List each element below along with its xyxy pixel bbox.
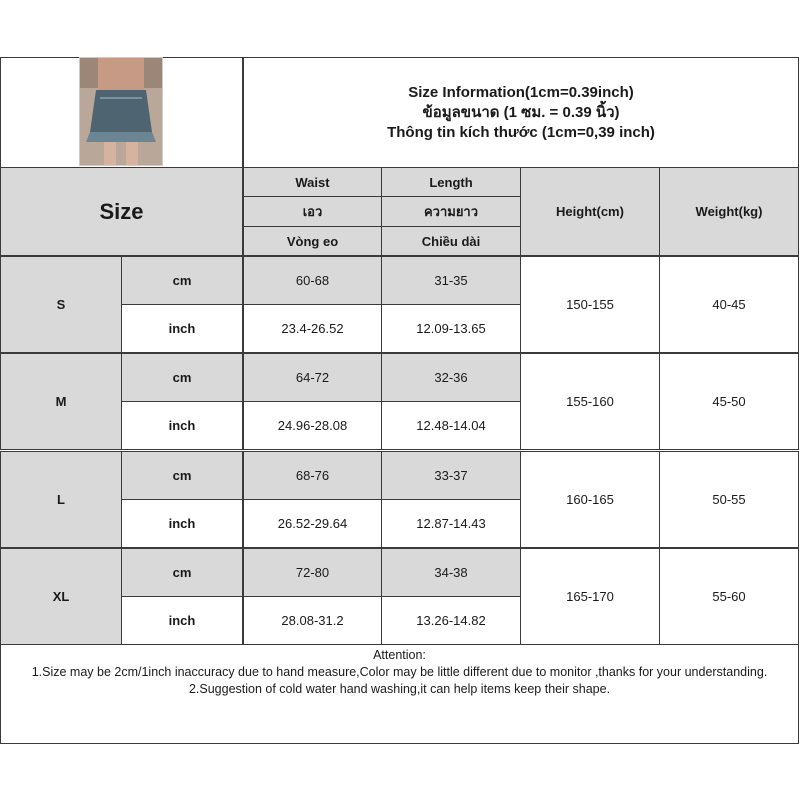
- weight-header: Weight(kg): [659, 167, 799, 256]
- skirt-photo: [79, 57, 163, 166]
- size-label: L: [0, 451, 122, 548]
- waist-inch-value: 23.4-26.52: [243, 304, 382, 353]
- length-inch-value: 12.87-14.43: [381, 499, 521, 548]
- height-value: 150-155: [520, 256, 660, 353]
- header-line-english: Size Information(1cm=0.39inch): [408, 83, 634, 101]
- weight-value: 55-60: [659, 548, 799, 645]
- attention-line-1: 1.Size may be 2cm/1inch inaccuracy due to hand measure,Color may be little different due to monitor ,thanks for your understanding.: [31, 665, 768, 679]
- size-label: M: [0, 353, 122, 450]
- unit-cm-label: cm: [121, 548, 243, 597]
- size-column-header: Size: [0, 167, 243, 256]
- waist-cm-value: 64-72: [243, 353, 382, 402]
- length-inch-value: 12.48-14.04: [381, 401, 521, 450]
- height-header: Height(cm): [520, 167, 660, 256]
- unit-inch-label: inch: [121, 304, 243, 353]
- unit-cm-label: cm: [121, 451, 243, 500]
- length-cm-value: 32-36: [381, 353, 521, 402]
- length-inch-value: 13.26-14.82: [381, 596, 521, 645]
- weight-value: 40-45: [659, 256, 799, 353]
- waist-inch-value: 26.52-29.64: [243, 499, 382, 548]
- length-header-th: ความยาว: [381, 196, 521, 227]
- size-information-header: [243, 57, 799, 168]
- size-label: XL: [0, 548, 122, 645]
- header-line-thai: ข้อมูลขนาด (1 ซม. = 0.39 นิ้ว): [422, 103, 620, 121]
- unit-cm-label: cm: [121, 353, 243, 402]
- unit-inch-label: inch: [121, 401, 243, 450]
- unit-inch-label: inch: [121, 499, 243, 548]
- waist-cm-value: 72-80: [243, 548, 382, 597]
- waist-header-vi: Vòng eo: [243, 226, 382, 256]
- waist-inch-value: 24.96-28.08: [243, 401, 382, 450]
- height-value: 165-170: [520, 548, 660, 645]
- attention-note: [0, 644, 799, 744]
- weight-value: 45-50: [659, 353, 799, 450]
- length-header-vi: Chiều dài: [381, 226, 521, 256]
- unit-inch-label: inch: [121, 596, 243, 645]
- length-cm-value: 33-37: [381, 451, 521, 500]
- length-header-en: Length: [381, 167, 521, 197]
- length-cm-value: 31-35: [381, 256, 521, 305]
- height-value: 160-165: [520, 451, 660, 548]
- attention-line-2: 2.Suggestion of cold water hand washing,it can help items keep their shape.: [188, 682, 611, 696]
- waist-inch-value: 28.08-31.2: [243, 596, 382, 645]
- header-line-vietnamese: Thông tin kích thước (1cm=0,39 inch): [387, 123, 655, 141]
- waist-header-th: เอว: [243, 196, 382, 227]
- weight-value: 50-55: [659, 451, 799, 548]
- waist-header-en: Waist: [243, 167, 382, 197]
- waist-cm-value: 68-76: [243, 451, 382, 500]
- height-value: 155-160: [520, 353, 660, 450]
- size-label: S: [0, 256, 122, 353]
- length-inch-value: 12.09-13.65: [381, 304, 521, 353]
- attention-title: Attention:: [373, 648, 426, 662]
- unit-cm-label: cm: [121, 256, 243, 305]
- waist-cm-value: 60-68: [243, 256, 382, 305]
- length-cm-value: 34-38: [381, 548, 521, 597]
